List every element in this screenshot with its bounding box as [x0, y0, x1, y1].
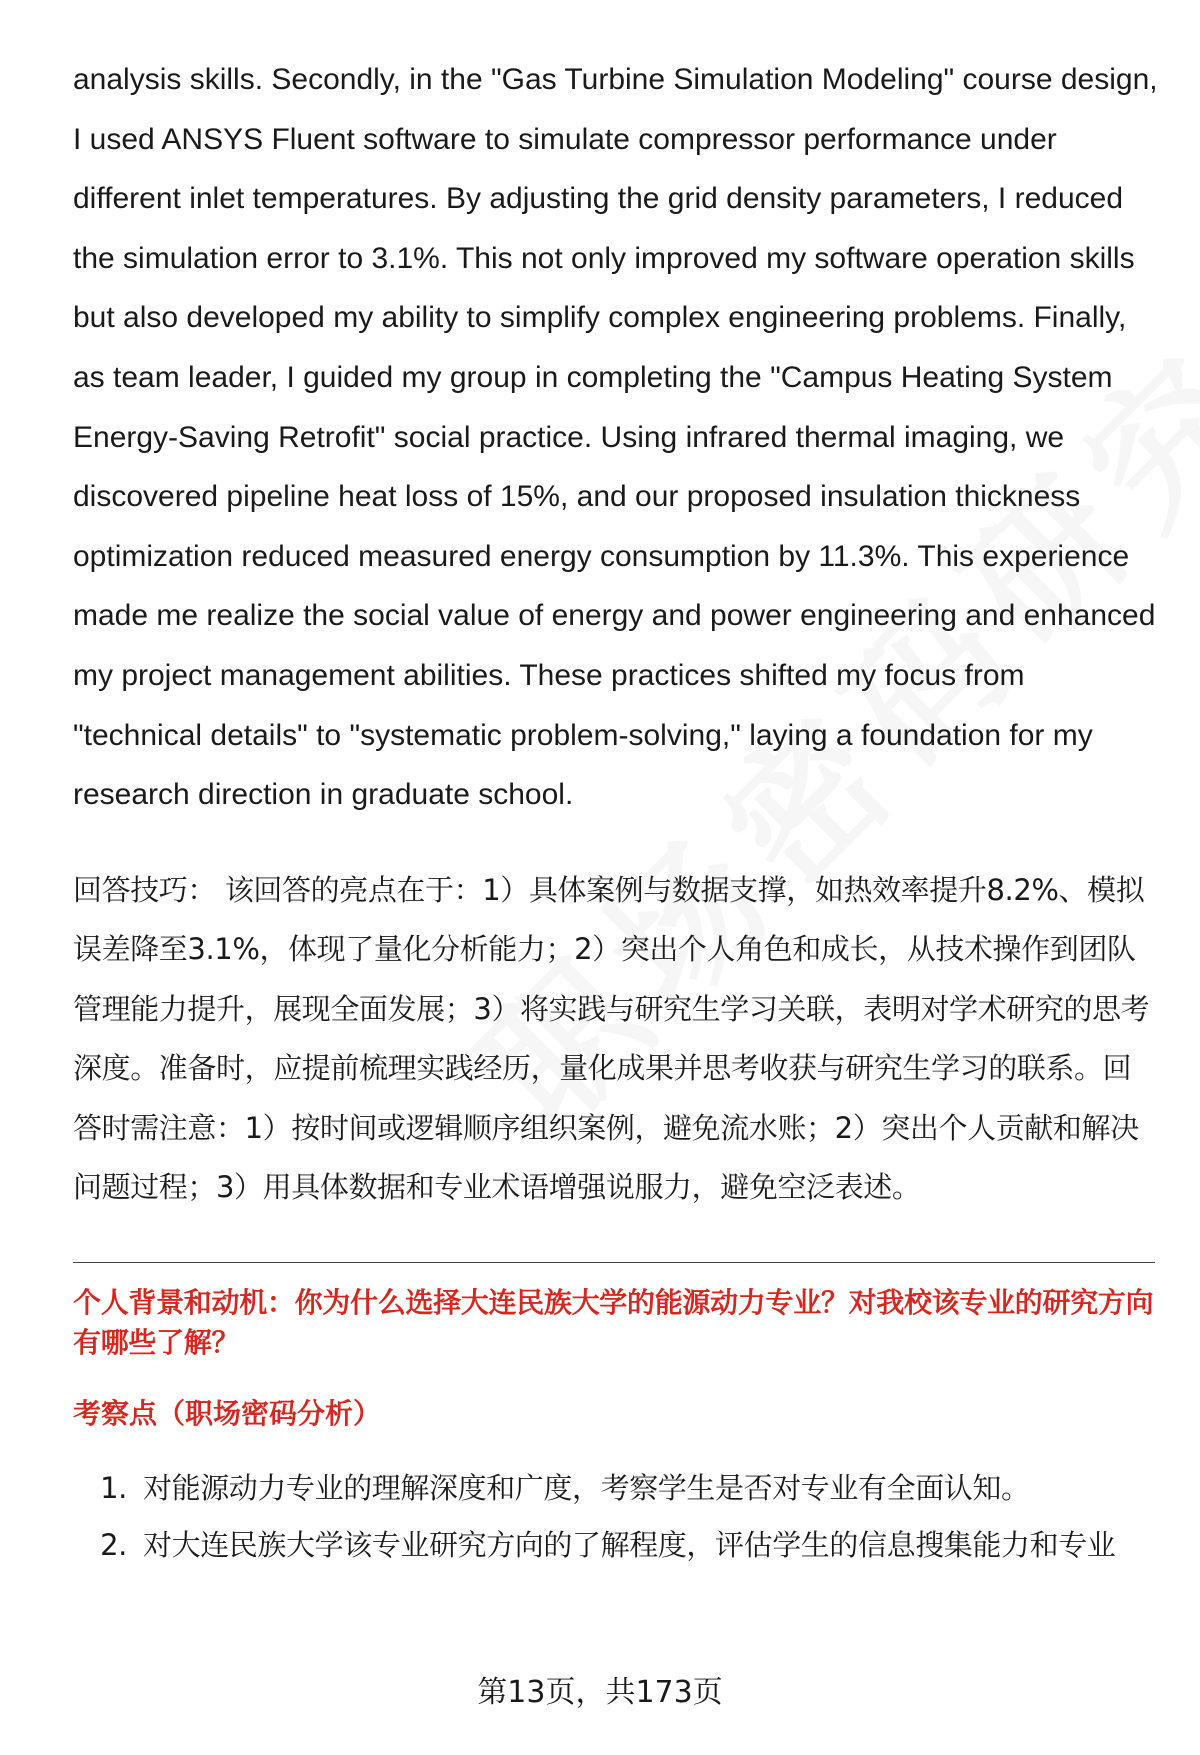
- assessment-list: [73, 1460, 1158, 1574]
- assessment-title: 考察点（职场密码分析）: [73, 1396, 382, 1430]
- list-item-number: 2.: [100, 1527, 127, 1562]
- page-content: [73, 50, 1158, 1574]
- list-item-text: 对能源动力专业的理解深度和广度，考察学生是否对专业有全面认知。: [143, 1470, 1030, 1505]
- answer-tips-paragraph: 回答技巧： 该回答的亮点在于：1）具体案例与数据支撑，如热效率提升8.2%、模拟误差降至3.1%，体现了量化分析能力；2）突出个人角色和成长，从技术操作到团队管理能力提升，展现全面发展；3）将实践与研究生学习关联，表明对学术研究的思考深度。准备时，应提前梳理实践经历，量化成果并思考收获与研究生学习的联系。回答时需注意：1）按时间或逻辑顺序组织案例，避免流水账；2）突出个人贡献和解决问题过程；3）用具体数据和专业术语增强说服力，避免空泛表述。: [73, 872, 1150, 1205]
- question-heading: 个人背景和动机：你为什么选择大连民族大学的能源动力专业？对我校该专业的研究方向有哪些了解？: [73, 1285, 1154, 1359]
- answer-paragraph-english: analysis skills. Secondly, in the "Gas Turbine Simulation Modeling" course design, I used ANSYS Fluent software to simulate compressor performance under different inlet temperatures. By adjusting the grid density parameters, I reduced the simulation error to 3.1%. This not only improved my software operation skills but also developed my ability to simplify complex engineering problems. Finally, as team leader, I guided my group in completing the "Campus Heating System Energy-Saving Retrofit" social practice. Using infrared thermal imaging, we discovered pipeline heat loss of 15%, and our proposed insulation thickness optimization reduced measured energy consumption by 11.3%. This experience made me realize the social value of energy and power engineering and enhanced my project management abilities. These practices shifted my focus from "technical details" to "systematic problem-solving," laying a foundation for my research direction in graduate school.: [73, 63, 1158, 812]
- page-number-footer: 第13页，共173页: [477, 1675, 723, 1710]
- list-item: [73, 1517, 1158, 1574]
- list-item-number: 1.: [100, 1470, 127, 1505]
- list-item-text: 对大连民族大学该专业研究方向的了解程度，评估学生的信息搜集能力和专业: [143, 1527, 1116, 1562]
- section-divider: [73, 1262, 1155, 1263]
- list-item: [73, 1460, 1158, 1517]
